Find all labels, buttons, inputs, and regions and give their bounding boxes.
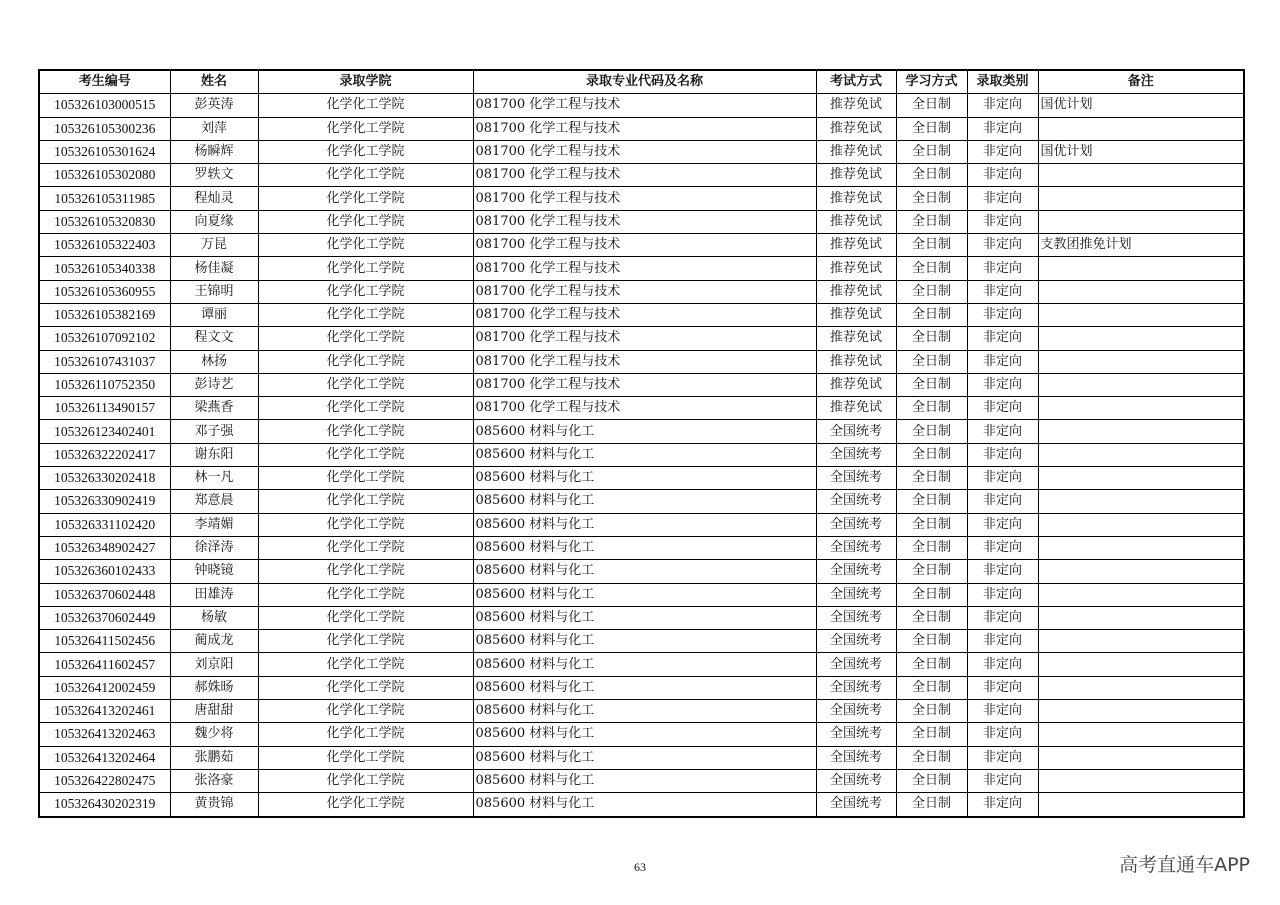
header-college: 录取学院 <box>258 70 473 94</box>
cell-exam-id: 105326413202464 <box>39 746 170 769</box>
cell-remarks <box>1038 397 1244 420</box>
table-row <box>39 210 1244 233</box>
cell-remarks <box>1038 420 1244 443</box>
cell-exam-id: 105326105320830 <box>39 210 170 233</box>
cell-admission-type: 非定向 <box>967 536 1038 559</box>
cell-admission-type: 非定向 <box>967 723 1038 746</box>
cell-admission-type: 非定向 <box>967 420 1038 443</box>
cell-major: 085600 材料与化工 <box>473 723 816 746</box>
cell-remarks <box>1038 303 1244 326</box>
cell-remarks <box>1038 583 1244 606</box>
table-row <box>39 583 1244 606</box>
table-row <box>39 140 1244 163</box>
cell-college: 化学化工学院 <box>258 467 473 490</box>
cell-name: 彭诗艺 <box>170 373 258 396</box>
cell-study-mode: 全日制 <box>896 606 967 629</box>
cell-exam-id: 105326412002459 <box>39 676 170 699</box>
table-row <box>39 257 1244 280</box>
cell-remarks <box>1038 350 1244 373</box>
table-row <box>39 606 1244 629</box>
cell-name: 林扬 <box>170 350 258 373</box>
cell-study-mode: 全日制 <box>896 443 967 466</box>
cell-college: 化学化工学院 <box>258 280 473 303</box>
cell-exam-mode: 全国统考 <box>816 723 896 746</box>
header-major: 录取专业代码及名称 <box>473 70 816 94</box>
table-row <box>39 536 1244 559</box>
cell-major: 081700 化学工程与技术 <box>473 187 816 210</box>
cell-admission-type: 非定向 <box>967 280 1038 303</box>
cell-exam-id: 105326330902419 <box>39 490 170 513</box>
cell-major: 081700 化学工程与技术 <box>473 234 816 257</box>
cell-major: 085600 材料与化工 <box>473 676 816 699</box>
table-body <box>39 94 1244 817</box>
cell-remarks: 国优计划 <box>1038 140 1244 163</box>
cell-major: 085600 材料与化工 <box>473 583 816 606</box>
cell-remarks <box>1038 630 1244 653</box>
cell-major: 081700 化学工程与技术 <box>473 350 816 373</box>
cell-college: 化学化工学院 <box>258 140 473 163</box>
cell-college: 化学化工学院 <box>258 117 473 140</box>
cell-name: 杨敏 <box>170 606 258 629</box>
cell-study-mode: 全日制 <box>896 769 967 792</box>
cell-admission-type: 非定向 <box>967 630 1038 653</box>
table-row <box>39 303 1244 326</box>
cell-study-mode: 全日制 <box>896 94 967 117</box>
cell-name: 彭英涛 <box>170 94 258 117</box>
cell-major: 085600 材料与化工 <box>473 630 816 653</box>
cell-major: 081700 化学工程与技术 <box>473 210 816 233</box>
cell-major: 081700 化学工程与技术 <box>473 327 816 350</box>
cell-admission-type: 非定向 <box>967 467 1038 490</box>
table-row <box>39 164 1244 187</box>
cell-exam-id: 105326105360955 <box>39 280 170 303</box>
cell-name: 魏少将 <box>170 723 258 746</box>
cell-exam-id: 105326413202463 <box>39 723 170 746</box>
cell-exam-mode: 全国统考 <box>816 513 896 536</box>
cell-college: 化学化工学院 <box>258 210 473 233</box>
table-row <box>39 187 1244 210</box>
cell-admission-type: 非定向 <box>967 490 1038 513</box>
cell-remarks <box>1038 164 1244 187</box>
cell-study-mode: 全日制 <box>896 350 967 373</box>
cell-exam-id: 105326430202319 <box>39 793 170 817</box>
cell-name: 张鹏茹 <box>170 746 258 769</box>
cell-exam-id: 105326105311985 <box>39 187 170 210</box>
cell-exam-mode: 推荐免试 <box>816 117 896 140</box>
cell-exam-mode: 推荐免试 <box>816 140 896 163</box>
cell-major: 085600 材料与化工 <box>473 606 816 629</box>
cell-major: 081700 化学工程与技术 <box>473 373 816 396</box>
cell-name: 程灿灵 <box>170 187 258 210</box>
cell-study-mode: 全日制 <box>896 117 967 140</box>
cell-study-mode: 全日制 <box>896 583 967 606</box>
cell-study-mode: 全日制 <box>896 513 967 536</box>
cell-admission-type: 非定向 <box>967 746 1038 769</box>
cell-study-mode: 全日制 <box>896 676 967 699</box>
cell-major: 081700 化学工程与技术 <box>473 280 816 303</box>
cell-exam-mode: 全国统考 <box>816 443 896 466</box>
cell-study-mode: 全日制 <box>896 327 967 350</box>
cell-admission-type: 非定向 <box>967 700 1038 723</box>
cell-exam-mode: 推荐免试 <box>816 164 896 187</box>
cell-study-mode: 全日制 <box>896 653 967 676</box>
cell-exam-mode: 推荐免试 <box>816 210 896 233</box>
cell-name: 蔺成龙 <box>170 630 258 653</box>
cell-study-mode: 全日制 <box>896 140 967 163</box>
cell-exam-mode: 全国统考 <box>816 490 896 513</box>
table-row <box>39 117 1244 140</box>
cell-study-mode: 全日制 <box>896 280 967 303</box>
table-row <box>39 490 1244 513</box>
cell-exam-mode: 全国统考 <box>816 606 896 629</box>
cell-study-mode: 全日制 <box>896 746 967 769</box>
cell-college: 化学化工学院 <box>258 373 473 396</box>
cell-exam-mode: 全国统考 <box>816 793 896 817</box>
cell-college: 化学化工学院 <box>258 700 473 723</box>
cell-college: 化学化工学院 <box>258 257 473 280</box>
cell-name: 钟晓镜 <box>170 560 258 583</box>
cell-study-mode: 全日制 <box>896 397 967 420</box>
cell-admission-type: 非定向 <box>967 164 1038 187</box>
cell-admission-type: 非定向 <box>967 234 1038 257</box>
cell-study-mode: 全日制 <box>896 793 967 817</box>
header-remarks: 备注 <box>1038 70 1244 94</box>
cell-admission-type: 非定向 <box>967 140 1038 163</box>
cell-exam-id: 105326411602457 <box>39 653 170 676</box>
cell-remarks <box>1038 373 1244 396</box>
cell-study-mode: 全日制 <box>896 234 967 257</box>
cell-name: 梁燕香 <box>170 397 258 420</box>
cell-major: 085600 材料与化工 <box>473 490 816 513</box>
cell-major: 085600 材料与化工 <box>473 793 816 817</box>
cell-college: 化学化工学院 <box>258 606 473 629</box>
cell-exam-mode: 全国统考 <box>816 676 896 699</box>
cell-study-mode: 全日制 <box>896 257 967 280</box>
cell-major: 081700 化学工程与技术 <box>473 140 816 163</box>
cell-college: 化学化工学院 <box>258 397 473 420</box>
cell-admission-type: 非定向 <box>967 94 1038 117</box>
cell-admission-type: 非定向 <box>967 560 1038 583</box>
cell-admission-type: 非定向 <box>967 117 1038 140</box>
cell-exam-id: 105326105382169 <box>39 303 170 326</box>
cell-exam-mode: 全国统考 <box>816 467 896 490</box>
cell-exam-id: 105326105340338 <box>39 257 170 280</box>
cell-remarks <box>1038 769 1244 792</box>
cell-exam-mode: 全国统考 <box>816 653 896 676</box>
cell-admission-type: 非定向 <box>967 676 1038 699</box>
cell-college: 化学化工学院 <box>258 303 473 326</box>
table-row <box>39 513 1244 536</box>
cell-exam-id: 105326107431037 <box>39 350 170 373</box>
cell-college: 化学化工学院 <box>258 513 473 536</box>
cell-exam-id: 105326348902427 <box>39 536 170 559</box>
admission-table <box>38 69 1245 818</box>
header-admission-type: 录取类别 <box>967 70 1038 94</box>
cell-study-mode: 全日制 <box>896 536 967 559</box>
cell-major: 085600 材料与化工 <box>473 420 816 443</box>
cell-remarks <box>1038 700 1244 723</box>
cell-name: 谢东阳 <box>170 443 258 466</box>
cell-major: 085600 材料与化工 <box>473 700 816 723</box>
cell-admission-type: 非定向 <box>967 769 1038 792</box>
cell-major: 085600 材料与化工 <box>473 536 816 559</box>
cell-major: 085600 材料与化工 <box>473 769 816 792</box>
table-row <box>39 94 1244 117</box>
cell-major: 081700 化学工程与技术 <box>473 94 816 117</box>
cell-college: 化学化工学院 <box>258 490 473 513</box>
cell-exam-id: 105326105301624 <box>39 140 170 163</box>
cell-name: 田雄涛 <box>170 583 258 606</box>
cell-remarks: 支教团推免计划 <box>1038 234 1244 257</box>
cell-name: 李靖媚 <box>170 513 258 536</box>
cell-name: 杨瞬辉 <box>170 140 258 163</box>
table-row <box>39 676 1244 699</box>
cell-name: 万昆 <box>170 234 258 257</box>
cell-exam-mode: 推荐免试 <box>816 94 896 117</box>
cell-remarks <box>1038 210 1244 233</box>
cell-remarks <box>1038 536 1244 559</box>
cell-exam-mode: 全国统考 <box>816 630 896 653</box>
cell-exam-id: 105326103000515 <box>39 94 170 117</box>
cell-name: 罗轶文 <box>170 164 258 187</box>
table-row <box>39 653 1244 676</box>
cell-name: 郝姝旸 <box>170 676 258 699</box>
cell-admission-type: 非定向 <box>967 653 1038 676</box>
cell-exam-id: 105326370602449 <box>39 606 170 629</box>
cell-exam-id: 105326322202417 <box>39 443 170 466</box>
cell-major: 081700 化学工程与技术 <box>473 257 816 280</box>
cell-college: 化学化工学院 <box>258 536 473 559</box>
cell-exam-mode: 推荐免试 <box>816 187 896 210</box>
cell-exam-mode: 推荐免试 <box>816 303 896 326</box>
cell-name: 徐泽涛 <box>170 536 258 559</box>
cell-name: 王锦明 <box>170 280 258 303</box>
cell-remarks <box>1038 606 1244 629</box>
cell-name: 黄贵锦 <box>170 793 258 817</box>
header-exam-id: 考生编号 <box>39 70 170 94</box>
cell-admission-type: 非定向 <box>967 583 1038 606</box>
cell-exam-id: 105326422802475 <box>39 769 170 792</box>
cell-exam-id: 105326113490157 <box>39 397 170 420</box>
cell-exam-id: 105326123402401 <box>39 420 170 443</box>
cell-college: 化学化工学院 <box>258 94 473 117</box>
cell-college: 化学化工学院 <box>258 583 473 606</box>
cell-study-mode: 全日制 <box>896 164 967 187</box>
cell-college: 化学化工学院 <box>258 793 473 817</box>
cell-admission-type: 非定向 <box>967 350 1038 373</box>
cell-major: 085600 材料与化工 <box>473 560 816 583</box>
cell-college: 化学化工学院 <box>258 746 473 769</box>
cell-remarks <box>1038 280 1244 303</box>
table-row <box>39 793 1244 817</box>
cell-exam-mode: 推荐免试 <box>816 257 896 280</box>
cell-remarks <box>1038 793 1244 817</box>
cell-college: 化学化工学院 <box>258 560 473 583</box>
cell-remarks <box>1038 327 1244 350</box>
cell-admission-type: 非定向 <box>967 397 1038 420</box>
cell-remarks <box>1038 746 1244 769</box>
table-row <box>39 373 1244 396</box>
cell-name: 刘萍 <box>170 117 258 140</box>
cell-remarks <box>1038 676 1244 699</box>
cell-name: 谭丽 <box>170 303 258 326</box>
cell-exam-id: 105326107092102 <box>39 327 170 350</box>
cell-college: 化学化工学院 <box>258 443 473 466</box>
cell-exam-id: 105326413202461 <box>39 700 170 723</box>
cell-admission-type: 非定向 <box>967 513 1038 536</box>
cell-remarks <box>1038 490 1244 513</box>
cell-exam-mode: 全国统考 <box>816 536 896 559</box>
cell-exam-mode: 推荐免试 <box>816 280 896 303</box>
table-row <box>39 560 1244 583</box>
table-row <box>39 467 1244 490</box>
cell-remarks: 国优计划 <box>1038 94 1244 117</box>
cell-major: 085600 材料与化工 <box>473 513 816 536</box>
cell-major: 081700 化学工程与技术 <box>473 164 816 187</box>
table-row <box>39 327 1244 350</box>
cell-college: 化学化工学院 <box>258 327 473 350</box>
cell-name: 郑意晨 <box>170 490 258 513</box>
cell-major: 085600 材料与化工 <box>473 467 816 490</box>
cell-admission-type: 非定向 <box>967 606 1038 629</box>
cell-exam-mode: 全国统考 <box>816 746 896 769</box>
cell-study-mode: 全日制 <box>896 303 967 326</box>
cell-admission-type: 非定向 <box>967 303 1038 326</box>
cell-college: 化学化工学院 <box>258 653 473 676</box>
cell-exam-id: 105326330202418 <box>39 467 170 490</box>
table-row <box>39 769 1244 792</box>
cell-remarks <box>1038 467 1244 490</box>
cell-major: 081700 化学工程与技术 <box>473 117 816 140</box>
cell-remarks <box>1038 560 1244 583</box>
cell-admission-type: 非定向 <box>967 793 1038 817</box>
cell-exam-mode: 全国统考 <box>816 560 896 583</box>
cell-exam-id: 105326110752350 <box>39 373 170 396</box>
header-name: 姓名 <box>170 70 258 94</box>
watermark: 高考直通车APP <box>1119 854 1250 876</box>
table-row <box>39 700 1244 723</box>
cell-exam-mode: 推荐免试 <box>816 234 896 257</box>
cell-name: 邓子强 <box>170 420 258 443</box>
table-header-row <box>39 70 1244 94</box>
cell-study-mode: 全日制 <box>896 723 967 746</box>
cell-exam-mode: 推荐免试 <box>816 397 896 420</box>
cell-study-mode: 全日制 <box>896 467 967 490</box>
cell-name: 向夏缘 <box>170 210 258 233</box>
table-row <box>39 630 1244 653</box>
header-exam-mode: 考试方式 <box>816 70 896 94</box>
cell-college: 化学化工学院 <box>258 676 473 699</box>
cell-exam-id: 105326370602448 <box>39 583 170 606</box>
cell-name: 唐甜甜 <box>170 700 258 723</box>
cell-study-mode: 全日制 <box>896 490 967 513</box>
cell-study-mode: 全日制 <box>896 210 967 233</box>
cell-exam-mode: 推荐免试 <box>816 373 896 396</box>
cell-college: 化学化工学院 <box>258 350 473 373</box>
cell-name: 杨佳凝 <box>170 257 258 280</box>
cell-name: 林一凡 <box>170 467 258 490</box>
cell-college: 化学化工学院 <box>258 630 473 653</box>
cell-admission-type: 非定向 <box>967 327 1038 350</box>
cell-name: 刘京阳 <box>170 653 258 676</box>
cell-exam-id: 105326360102433 <box>39 560 170 583</box>
cell-remarks <box>1038 117 1244 140</box>
cell-admission-type: 非定向 <box>967 257 1038 280</box>
cell-study-mode: 全日制 <box>896 700 967 723</box>
table-row <box>39 443 1244 466</box>
cell-study-mode: 全日制 <box>896 373 967 396</box>
cell-study-mode: 全日制 <box>896 630 967 653</box>
cell-major: 081700 化学工程与技术 <box>473 397 816 420</box>
cell-study-mode: 全日制 <box>896 560 967 583</box>
cell-college: 化学化工学院 <box>258 769 473 792</box>
cell-exam-mode: 推荐免试 <box>816 350 896 373</box>
table-row <box>39 746 1244 769</box>
cell-major: 085600 材料与化工 <box>473 443 816 466</box>
cell-major: 085600 材料与化工 <box>473 746 816 769</box>
table-row <box>39 350 1244 373</box>
cell-major: 081700 化学工程与技术 <box>473 303 816 326</box>
cell-college: 化学化工学院 <box>258 723 473 746</box>
cell-exam-mode: 推荐免试 <box>816 327 896 350</box>
cell-major: 085600 材料与化工 <box>473 653 816 676</box>
cell-name: 程文文 <box>170 327 258 350</box>
cell-college: 化学化工学院 <box>258 164 473 187</box>
cell-remarks <box>1038 723 1244 746</box>
cell-remarks <box>1038 513 1244 536</box>
table-row <box>39 280 1244 303</box>
cell-exam-id: 105326411502456 <box>39 630 170 653</box>
table-row <box>39 723 1244 746</box>
cell-exam-mode: 全国统考 <box>816 700 896 723</box>
table-row <box>39 420 1244 443</box>
cell-admission-type: 非定向 <box>967 443 1038 466</box>
cell-exam-mode: 全国统考 <box>816 769 896 792</box>
table-row <box>39 234 1244 257</box>
cell-college: 化学化工学院 <box>258 234 473 257</box>
cell-college: 化学化工学院 <box>258 420 473 443</box>
cell-exam-mode: 全国统考 <box>816 583 896 606</box>
cell-study-mode: 全日制 <box>896 187 967 210</box>
cell-exam-id: 105326105302080 <box>39 164 170 187</box>
cell-remarks <box>1038 443 1244 466</box>
table-row <box>39 397 1244 420</box>
cell-name: 张洛豪 <box>170 769 258 792</box>
cell-remarks <box>1038 257 1244 280</box>
cell-admission-type: 非定向 <box>967 373 1038 396</box>
cell-college: 化学化工学院 <box>258 187 473 210</box>
cell-exam-id: 105326105322403 <box>39 234 170 257</box>
cell-exam-id: 105326105300236 <box>39 117 170 140</box>
header-study-mode: 学习方式 <box>896 70 967 94</box>
cell-exam-mode: 全国统考 <box>816 420 896 443</box>
page-number: 63 <box>634 860 646 874</box>
cell-admission-type: 非定向 <box>967 210 1038 233</box>
cell-exam-id: 105326331102420 <box>39 513 170 536</box>
cell-remarks <box>1038 653 1244 676</box>
cell-remarks <box>1038 187 1244 210</box>
cell-study-mode: 全日制 <box>896 420 967 443</box>
cell-admission-type: 非定向 <box>967 187 1038 210</box>
